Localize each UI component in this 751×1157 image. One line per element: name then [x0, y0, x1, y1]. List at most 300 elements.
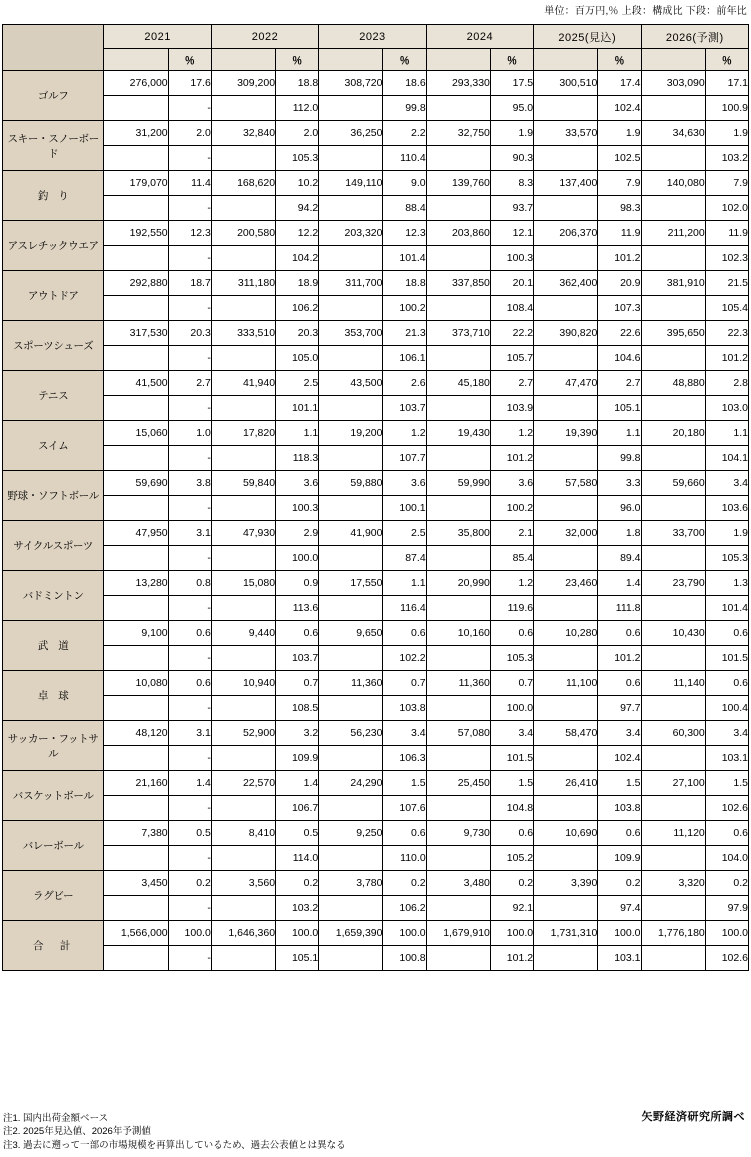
- yoy-cell: 97.9: [705, 896, 748, 921]
- value-cell: 149,110: [319, 171, 383, 196]
- yoy-blank-cell: [534, 796, 598, 821]
- yoy-blank-cell: [104, 496, 168, 521]
- yoy-blank-cell: [534, 196, 598, 221]
- value-cell: 206,370: [534, 221, 598, 246]
- yoy-blank-cell: [104, 846, 168, 871]
- table-row: [3, 771, 749, 796]
- share-cell: 20.9: [598, 271, 641, 296]
- value-cell: 293,330: [426, 71, 490, 96]
- share-cell: 1.1: [276, 421, 319, 446]
- row-label: バレーボール: [3, 821, 104, 871]
- value-cell: 19,200: [319, 421, 383, 446]
- share-cell: 0.2: [598, 871, 641, 896]
- share-cell: 1.9: [490, 121, 533, 146]
- yoy-cell: 102.4: [598, 746, 641, 771]
- yoy-cell: 106.2: [383, 896, 426, 921]
- value-cell: 390,820: [534, 321, 598, 346]
- share-cell: 8.3: [490, 171, 533, 196]
- table-row: [3, 321, 749, 346]
- yoy-blank-cell: [534, 96, 598, 121]
- table-row-yoy: [3, 596, 749, 621]
- value-cell: 311,180: [211, 271, 275, 296]
- yoy-blank-cell: [534, 696, 598, 721]
- row-label: サイクルスポーツ: [3, 521, 104, 571]
- yoy-cell: 101.2: [490, 446, 533, 471]
- yoy-blank-cell: [211, 796, 275, 821]
- yoy-blank-cell: [104, 146, 168, 171]
- yoy-cell: 102.6: [705, 796, 748, 821]
- table-row: [3, 121, 749, 146]
- value-cell: 41,940: [211, 371, 275, 396]
- share-cell: 0.6: [168, 671, 211, 696]
- table-row: [3, 521, 749, 546]
- share-cell: 0.6: [705, 621, 748, 646]
- yoy-cell: 112.0: [276, 96, 319, 121]
- yoy-cell: 101.2: [705, 346, 748, 371]
- share-cell: 1.5: [598, 771, 641, 796]
- yoy-cell: 101.5: [705, 646, 748, 671]
- value-cell: 10,280: [534, 621, 598, 646]
- yoy-cell: 100.2: [490, 496, 533, 521]
- yoy-blank-cell: [534, 946, 598, 971]
- yoy-cell: -: [168, 896, 211, 921]
- share-cell: 1.2: [383, 421, 426, 446]
- value-cell: 43,500: [319, 371, 383, 396]
- yoy-cell: 100.0: [276, 546, 319, 571]
- share-cell: 0.7: [490, 671, 533, 696]
- yoy-blank-cell: [426, 746, 490, 771]
- table-row-yoy: [3, 196, 749, 221]
- yoy-cell: 107.6: [383, 796, 426, 821]
- share-cell: 0.6: [383, 821, 426, 846]
- table-row: [3, 71, 749, 96]
- share-cell: 0.6: [705, 671, 748, 696]
- table-row-yoy: [3, 946, 749, 971]
- yoy-cell: 102.3: [705, 246, 748, 271]
- value-cell: 33,700: [641, 521, 705, 546]
- header-year-2024: 2024: [426, 25, 533, 49]
- yoy-cell: 87.4: [383, 546, 426, 571]
- table-row-yoy: [3, 96, 749, 121]
- share-cell: 0.6: [276, 621, 319, 646]
- value-cell: 137,400: [534, 171, 598, 196]
- yoy-blank-cell: [426, 646, 490, 671]
- yoy-blank-cell: [211, 746, 275, 771]
- yoy-cell: -: [168, 946, 211, 971]
- yoy-cell: 102.6: [705, 946, 748, 971]
- value-cell: 33,570: [534, 121, 598, 146]
- yoy-blank-cell: [534, 446, 598, 471]
- share-cell: 100.0: [276, 921, 319, 946]
- yoy-cell: 102.4: [598, 96, 641, 121]
- value-cell: 311,700: [319, 271, 383, 296]
- table-row-yoy: [3, 146, 749, 171]
- share-cell: 2.2: [383, 121, 426, 146]
- value-cell: 32,750: [426, 121, 490, 146]
- yoy-cell: 104.0: [705, 846, 748, 871]
- value-cell: 11,140: [641, 671, 705, 696]
- yoy-cell: 95.0: [490, 96, 533, 121]
- header-row-pct: [3, 49, 749, 71]
- value-cell: 300,510: [534, 71, 598, 96]
- share-cell: 11.4: [168, 171, 211, 196]
- share-cell: 22.2: [490, 321, 533, 346]
- share-cell: 3.4: [490, 721, 533, 746]
- share-cell: 3.6: [276, 471, 319, 496]
- yoy-cell: -: [168, 346, 211, 371]
- yoy-cell: 100.4: [705, 696, 748, 721]
- yoy-cell: -: [168, 446, 211, 471]
- share-cell: 18.8: [276, 71, 319, 96]
- share-cell: 1.9: [705, 521, 748, 546]
- row-label: テニス: [3, 371, 104, 421]
- value-cell: 211,200: [641, 221, 705, 246]
- yoy-blank-cell: [426, 296, 490, 321]
- yoy-cell: 100.8: [383, 946, 426, 971]
- yoy-cell: 100.2: [383, 296, 426, 321]
- yoy-blank-cell: [426, 196, 490, 221]
- yoy-cell: 90.3: [490, 146, 533, 171]
- yoy-cell: 100.3: [490, 246, 533, 271]
- yoy-blank-cell: [319, 946, 383, 971]
- yoy-blank-cell: [534, 546, 598, 571]
- yoy-blank-cell: [426, 146, 490, 171]
- share-cell: 1.8: [598, 521, 641, 546]
- value-cell: 11,360: [426, 671, 490, 696]
- yoy-cell: 106.7: [276, 796, 319, 821]
- share-cell: 2.5: [276, 371, 319, 396]
- yoy-cell: 103.8: [598, 796, 641, 821]
- share-cell: 0.6: [168, 621, 211, 646]
- value-cell: 41,900: [319, 521, 383, 546]
- yoy-cell: 103.0: [705, 396, 748, 421]
- share-cell: 21.5: [705, 271, 748, 296]
- table-row-yoy: [3, 846, 749, 871]
- table-row-yoy: [3, 546, 749, 571]
- yoy-cell: 119.6: [490, 596, 533, 621]
- row-label: 野球・ソフトボール: [3, 471, 104, 521]
- row-label: 武 道: [3, 621, 104, 671]
- yoy-blank-cell: [534, 396, 598, 421]
- row-label: ラグビー: [3, 871, 104, 921]
- yoy-cell: 109.9: [598, 846, 641, 871]
- header-year-2021: 2021: [104, 25, 211, 49]
- value-cell: 59,660: [641, 471, 705, 496]
- table-header: [3, 25, 749, 71]
- table-row: [3, 271, 749, 296]
- yoy-cell: 99.8: [383, 96, 426, 121]
- value-cell: 179,070: [104, 171, 168, 196]
- table-row-yoy: [3, 746, 749, 771]
- share-cell: 1.2: [490, 421, 533, 446]
- share-cell: 1.9: [705, 121, 748, 146]
- yoy-blank-cell: [319, 346, 383, 371]
- table-body: [3, 71, 749, 971]
- yoy-cell: 100.0: [490, 696, 533, 721]
- yoy-cell: 101.4: [705, 596, 748, 621]
- value-cell: 10,080: [104, 671, 168, 696]
- table-row-yoy: [3, 796, 749, 821]
- value-cell: 381,910: [641, 271, 705, 296]
- yoy-cell: 101.4: [383, 246, 426, 271]
- yoy-cell: 104.6: [598, 346, 641, 371]
- yoy-blank-cell: [104, 696, 168, 721]
- share-cell: 3.6: [383, 471, 426, 496]
- share-cell: 0.9: [276, 571, 319, 596]
- yoy-cell: 89.4: [598, 546, 641, 571]
- header-corner: [3, 25, 104, 71]
- yoy-blank-cell: [534, 646, 598, 671]
- yoy-cell: 110.0: [383, 846, 426, 871]
- yoy-cell: 113.6: [276, 596, 319, 621]
- yoy-blank-cell: [426, 846, 490, 871]
- yoy-blank-cell: [426, 596, 490, 621]
- yoy-cell: -: [168, 646, 211, 671]
- yoy-blank-cell: [104, 646, 168, 671]
- share-cell: 11.9: [705, 221, 748, 246]
- share-cell: 0.8: [168, 571, 211, 596]
- share-cell: 2.8: [705, 371, 748, 396]
- yoy-blank-cell: [641, 746, 705, 771]
- share-cell: 12.2: [276, 221, 319, 246]
- share-cell: 3.4: [383, 721, 426, 746]
- value-cell: 11,360: [319, 671, 383, 696]
- value-cell: 52,900: [211, 721, 275, 746]
- yoy-blank-cell: [534, 746, 598, 771]
- value-cell: 17,820: [211, 421, 275, 446]
- row-label: スポーツシューズ: [3, 321, 104, 371]
- yoy-blank-cell: [641, 496, 705, 521]
- value-cell: 23,790: [641, 571, 705, 596]
- yoy-blank-cell: [319, 196, 383, 221]
- value-cell: 57,080: [426, 721, 490, 746]
- yoy-blank-cell: [641, 96, 705, 121]
- share-cell: 100.0: [598, 921, 641, 946]
- value-cell: 47,930: [211, 521, 275, 546]
- value-cell: 35,800: [426, 521, 490, 546]
- value-cell: 203,320: [319, 221, 383, 246]
- yoy-cell: 103.1: [705, 746, 748, 771]
- yoy-blank-cell: [104, 396, 168, 421]
- header-blank-2021: [104, 49, 168, 71]
- share-cell: 3.1: [168, 721, 211, 746]
- row-label: スキー・スノーボード: [3, 121, 104, 171]
- yoy-cell: 103.8: [383, 696, 426, 721]
- yoy-blank-cell: [319, 596, 383, 621]
- share-cell: 2.6: [383, 371, 426, 396]
- value-cell: 276,000: [104, 71, 168, 96]
- yoy-blank-cell: [534, 346, 598, 371]
- value-cell: 1,646,360: [211, 921, 275, 946]
- header-pct-2023: ％: [383, 49, 426, 71]
- yoy-blank-cell: [104, 196, 168, 221]
- share-cell: 1.0: [168, 421, 211, 446]
- header-year-2022: 2022: [211, 25, 318, 49]
- yoy-cell: -: [168, 746, 211, 771]
- yoy-blank-cell: [319, 646, 383, 671]
- share-cell: 9.0: [383, 171, 426, 196]
- value-cell: 59,690: [104, 471, 168, 496]
- share-cell: 1.3: [705, 571, 748, 596]
- share-cell: 1.9: [598, 121, 641, 146]
- yoy-cell: -: [168, 496, 211, 521]
- value-cell: 45,180: [426, 371, 490, 396]
- table-row: [3, 671, 749, 696]
- value-cell: 23,460: [534, 571, 598, 596]
- yoy-blank-cell: [104, 446, 168, 471]
- yoy-blank-cell: [426, 346, 490, 371]
- share-cell: 1.5: [383, 771, 426, 796]
- share-cell: 18.9: [276, 271, 319, 296]
- yoy-cell: 101.2: [598, 246, 641, 271]
- value-cell: 139,760: [426, 171, 490, 196]
- share-cell: 7.9: [705, 171, 748, 196]
- yoy-cell: -: [168, 396, 211, 421]
- value-cell: 1,776,180: [641, 921, 705, 946]
- value-cell: 22,570: [211, 771, 275, 796]
- footnote-3: 注3. 過去に遡って一部の市場規模を再算出しているため、過去公表値とは異なる: [3, 1140, 346, 1152]
- share-cell: 0.6: [598, 821, 641, 846]
- row-label: サッカー・フットサル: [3, 721, 104, 771]
- row-label: アウトドア: [3, 271, 104, 321]
- yoy-blank-cell: [641, 196, 705, 221]
- share-cell: 18.7: [168, 271, 211, 296]
- yoy-blank-cell: [426, 946, 490, 971]
- yoy-cell: 108.4: [490, 296, 533, 321]
- value-cell: 9,100: [104, 621, 168, 646]
- yoy-blank-cell: [641, 946, 705, 971]
- yoy-blank-cell: [641, 796, 705, 821]
- yoy-cell: 104.8: [490, 796, 533, 821]
- yoy-blank-cell: [104, 346, 168, 371]
- value-cell: 20,990: [426, 571, 490, 596]
- table-row: [3, 721, 749, 746]
- yoy-cell: -: [168, 596, 211, 621]
- value-cell: 3,780: [319, 871, 383, 896]
- yoy-blank-cell: [104, 946, 168, 971]
- yoy-blank-cell: [104, 96, 168, 121]
- table-row: [3, 471, 749, 496]
- value-cell: 309,200: [211, 71, 275, 96]
- yoy-blank-cell: [641, 896, 705, 921]
- table-row-yoy: [3, 246, 749, 271]
- value-cell: 1,679,910: [426, 921, 490, 946]
- share-cell: 1.4: [276, 771, 319, 796]
- yoy-blank-cell: [211, 446, 275, 471]
- share-cell: 2.0: [168, 121, 211, 146]
- value-cell: 19,430: [426, 421, 490, 446]
- value-cell: 362,400: [534, 271, 598, 296]
- row-label: スイム: [3, 421, 104, 471]
- value-cell: 59,840: [211, 471, 275, 496]
- yoy-cell: 105.1: [598, 396, 641, 421]
- share-cell: 100.0: [383, 921, 426, 946]
- yoy-cell: 103.1: [598, 946, 641, 971]
- header-blank-2022: [211, 49, 275, 71]
- value-cell: 41,500: [104, 371, 168, 396]
- value-cell: 32,840: [211, 121, 275, 146]
- value-cell: 15,060: [104, 421, 168, 446]
- yoy-cell: 97.4: [598, 896, 641, 921]
- value-cell: 47,470: [534, 371, 598, 396]
- value-cell: 3,450: [104, 871, 168, 896]
- yoy-cell: 118.3: [276, 446, 319, 471]
- yoy-blank-cell: [534, 296, 598, 321]
- yoy-blank-cell: [641, 246, 705, 271]
- value-cell: 48,120: [104, 721, 168, 746]
- yoy-cell: 101.5: [490, 746, 533, 771]
- value-cell: 56,230: [319, 721, 383, 746]
- value-cell: 48,880: [641, 371, 705, 396]
- table-row-yoy: [3, 696, 749, 721]
- table-row-yoy: [3, 646, 749, 671]
- value-cell: 32,000: [534, 521, 598, 546]
- header-blank-2026: [641, 49, 705, 71]
- value-cell: 20,180: [641, 421, 705, 446]
- yoy-cell: -: [168, 246, 211, 271]
- value-cell: 3,480: [426, 871, 490, 896]
- yoy-blank-cell: [641, 296, 705, 321]
- yoy-blank-cell: [426, 696, 490, 721]
- yoy-blank-cell: [426, 546, 490, 571]
- yoy-cell: 116.4: [383, 596, 426, 621]
- yoy-blank-cell: [426, 446, 490, 471]
- value-cell: 308,720: [319, 71, 383, 96]
- share-cell: 1.2: [490, 571, 533, 596]
- share-cell: 1.1: [705, 421, 748, 446]
- yoy-blank-cell: [211, 646, 275, 671]
- value-cell: 9,730: [426, 821, 490, 846]
- yoy-cell: 103.7: [383, 396, 426, 421]
- yoy-blank-cell: [641, 346, 705, 371]
- yoy-cell: 107.7: [383, 446, 426, 471]
- share-cell: 2.7: [598, 371, 641, 396]
- value-cell: 59,990: [426, 471, 490, 496]
- value-cell: 11,120: [641, 821, 705, 846]
- value-cell: 10,160: [426, 621, 490, 646]
- yoy-cell: 97.7: [598, 696, 641, 721]
- yoy-cell: 88.4: [383, 196, 426, 221]
- yoy-blank-cell: [534, 246, 598, 271]
- value-cell: 192,550: [104, 221, 168, 246]
- share-cell: 3.4: [705, 721, 748, 746]
- yoy-cell: 103.7: [276, 646, 319, 671]
- value-cell: 395,650: [641, 321, 705, 346]
- share-cell: 3.6: [490, 471, 533, 496]
- yoy-blank-cell: [534, 496, 598, 521]
- value-cell: 15,080: [211, 571, 275, 596]
- value-cell: 337,850: [426, 271, 490, 296]
- value-cell: 168,620: [211, 171, 275, 196]
- yoy-blank-cell: [319, 746, 383, 771]
- yoy-blank-cell: [211, 896, 275, 921]
- yoy-blank-cell: [104, 546, 168, 571]
- yoy-cell: 105.4: [705, 296, 748, 321]
- yoy-blank-cell: [641, 596, 705, 621]
- sports-market-table: [2, 24, 749, 971]
- yoy-blank-cell: [319, 96, 383, 121]
- yoy-cell: -: [168, 196, 211, 221]
- yoy-cell: 102.2: [383, 646, 426, 671]
- yoy-blank-cell: [319, 396, 383, 421]
- share-cell: 17.4: [598, 71, 641, 96]
- share-cell: 7.9: [598, 171, 641, 196]
- value-cell: 27,100: [641, 771, 705, 796]
- share-cell: 0.6: [598, 671, 641, 696]
- yoy-cell: 106.3: [383, 746, 426, 771]
- row-label: バスケットボール: [3, 771, 104, 821]
- yoy-blank-cell: [211, 146, 275, 171]
